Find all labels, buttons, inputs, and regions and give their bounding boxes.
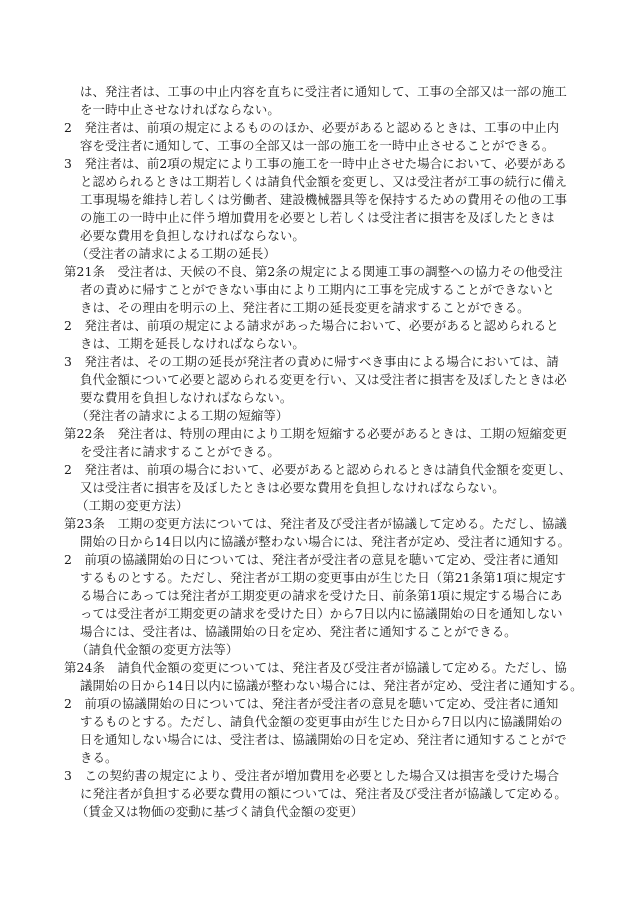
text-line: は、発注者は、工事の中止内容を直ちに受注者に通知して、工事の全部又は一部の施工	[80, 84, 567, 99]
text-line: 開始の日から14日以内に協議が整わない場合には、発注者が定め、受注者に通知する。	[80, 534, 571, 549]
text-line: 日を通知しない場合には、受注者は、協議開始の日を定め、発注者に通知することがで	[80, 732, 567, 747]
text-line: 工事現場を維持し若しくは労働者、建設機械器具等を保持するための費用その他の工事	[80, 192, 568, 207]
section-heading: （賃金又は物価の変動に基づく請負代金額の変更）	[76, 804, 364, 819]
article-21-heading: 第21条 受注者は、天候の不良、第2条の規定による関連工事の調整への協力その他受注	[64, 264, 563, 279]
text-line: 要な費用を負担しなければならない。	[80, 390, 293, 405]
text-line: 2 発注者は、前項の場合において、必要があると認められるときは請負代金額を変更し、	[64, 462, 572, 477]
text-line: に発注者が負担する必要な費用の額については、発注者及び受注者が協議して定める。	[80, 786, 567, 801]
text-line: 2 発注者は、前項の規定による請求があった場合において、必要があると認められると	[64, 318, 559, 333]
article-22-heading: 第22条 発注者は、特別の理由により工期を短縮する必要があるときは、工期の短縮変更	[64, 426, 568, 441]
text-line: 2 発注者は、前項の規定によるもののほか、必要があると認めるときは、工事の中止内	[64, 120, 560, 135]
text-line: 3 発注者は、その工期の延長が発注者の責めに帰すべき事由による場合においては、請	[64, 354, 559, 369]
text-line: を受注者に請求することができる。	[80, 444, 280, 459]
text-line: きる。	[80, 750, 118, 765]
text-line: 又は受注者に損害を及ぼしたときは必要な費用を負担しなければならない。	[80, 480, 505, 495]
section-heading: （受注者の請求による工期の延長）	[76, 246, 276, 261]
text-line: 3 この契約書の規定により、受注者が増加費用を必要とした場合又は損害を受けた場合	[64, 768, 560, 783]
text-line: するものとする。ただし、請負代金額の変更事由が生じた日から7日以内に協議開始の	[80, 714, 563, 729]
text-line: の施工の一時中止に伴う増加費用を必要とし若しくは受注者に損害を及ぼしたときは	[80, 210, 555, 225]
text-line: きは、その理由を明示の上、発注者に工期の延長変更を請求することができる。	[80, 300, 530, 315]
text-line: 容を受注者に通知して、工事の全部又は一部の施工を一時中止させることができる。	[80, 138, 555, 153]
section-heading: （工期の変更方法）	[76, 498, 189, 513]
section-heading: （請負代金額の変更方法等）	[76, 642, 239, 657]
text-line: る場合にあっては発注者が工期変更の請求を受けた日、前条第1項に規定する場合にあ	[80, 588, 563, 603]
text-line: するものとする。ただし、発注者が工期の変更事由が生じた日（第21条第1項に規定す	[80, 570, 567, 585]
text-line: 3 発注者は、前2項の規定により工事の施工を一時中止させた場合において、必要がある	[64, 156, 567, 171]
text-line: 2 前項の協議開始の日については、発注者が受注者の意見を聴いて定め、受注者に通知	[64, 552, 559, 567]
text-line: と認められるときは工期若しくは請負代金額を変更し、又は受注者が工事の続行に備え	[80, 174, 568, 189]
text-line: 負代金額について必要と認められる変更を行い、又は受注者に損害を及ぼしたときは必	[80, 372, 567, 387]
article-24-heading: 第24条 請負代金額の変更については、発注者及び受注者が協議して定める。ただし、協	[64, 660, 567, 675]
text-line: 2 前項の協議開始の日については、発注者が受注者の意見を聴いて定め、受注者に通知	[64, 696, 559, 711]
text-line: っては受注者が工期変更の請求を受けた日）から7日以内に協議開始の日を通知しない	[80, 606, 563, 621]
text-line: 必要な費用を負担しなければならない。	[80, 228, 305, 243]
text-line: を一時中止させなければならない。	[80, 102, 280, 117]
section-heading: （発注者の請求による工期の短縮等）	[76, 408, 289, 423]
article-23-heading: 第23条 工期の変更方法については、発注者及び受注者が協議して定める。ただし、協議	[64, 516, 567, 531]
text-line: きは、工期を延長しなければならない。	[80, 336, 305, 351]
text-line: 議開始の日から14日以内に協議が整わない場合には、発注者が定め、受注者に通知する。	[80, 678, 583, 693]
text-line: 場合には、受注者は、協議開始の日を定め、発注者に通知することができる。	[80, 624, 517, 639]
text-line: 者の責めに帰すことができない事由により工期内に工事を完成することができないと	[80, 282, 555, 297]
